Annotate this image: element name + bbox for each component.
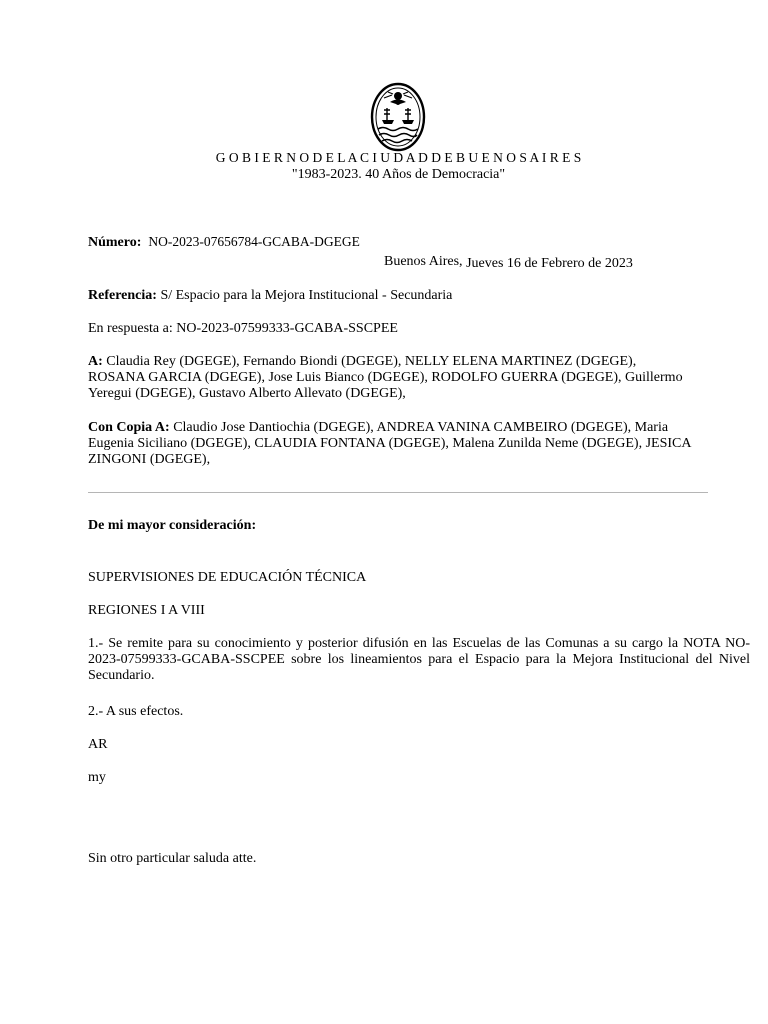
cc-value: Claudio Jose Dantiochia (DGEGE), ANDREA VANINA CAMBEIRO (DGEGE), Maria Eugenia Siciliano (DGEGE), CLAUDIA FONTANA (DGEGE), Malena Zunilda Neme (DGEGE), JESICA ZINGONI (DGEGE), (88, 420, 691, 467)
recipients (88, 354, 688, 402)
cc-recipients (88, 420, 713, 468)
recipients-value: Claudia Rey (DGEGE), Fernando Biondi (DGEGE), NELLY ELENA MARTINEZ (DGEGE), ROSANA GARCIA (DGEGE), Jose Luis Bianco (DGEGE), RODOLFO GUERRA (DGEGE), Guillermo Yeregui (DGEGE), Gustavo Alberto Allevato (DGEGE), (88, 354, 683, 401)
numero-line (88, 234, 718, 251)
motto: "1983-2023. 40 Años de Democracia" (291, 167, 506, 182)
salutation-text: De mi mayor consideración: (88, 518, 257, 533)
body-line-2: REGIONES I A VIII (88, 603, 205, 618)
numero-value: NO-2023-07656784-GCABA-DGEGE (148, 234, 360, 249)
referencia-value: S/ Espacio para la Mejora Institucional - Secundaria (160, 288, 453, 303)
date: Jueves 16 de Febrero de 2023 (466, 256, 633, 271)
body-point-1: 1.- Se remite para su conocimiento y posterior difusión en las Escuelas de las Comunas a su cargo la NOTA NO-2023-07599333-GCABA-SSCPEE sobre los lineamientos para el Espacio para la Mejora Institucional del Nivel Secundario. (88, 636, 750, 683)
place: Buenos Aires, (384, 254, 463, 269)
initials-1: AR (88, 737, 108, 752)
referencia-line (88, 288, 718, 304)
place-date-line (384, 254, 633, 270)
recipients-label: A: (88, 354, 103, 369)
salutation (88, 518, 718, 534)
body-line-1: SUPERVISIONES DE EDUCACIÓN TÉCNICA (88, 570, 367, 585)
government-title: G O B I E R N O D E L A C I U D A D D E B U E N O S A I R E S (215, 150, 582, 165)
respuesta-line (88, 321, 718, 337)
respuesta-value: NO-2023-07599333-GCABA-SSCPEE (176, 321, 398, 336)
initials-2: my (88, 770, 106, 785)
referencia-label: Referencia: (88, 288, 157, 303)
buenos-aires-coat-of-arms-icon (370, 82, 426, 152)
numero-label: Número: (88, 235, 142, 250)
divider (88, 492, 708, 493)
body-point-2: 2.- A sus efectos. (88, 704, 184, 719)
respuesta-label: En respuesta a: (88, 321, 173, 336)
closing: Sin otro particular saluda atte. (88, 851, 257, 866)
cc-label: Con Copia A: (88, 420, 170, 435)
